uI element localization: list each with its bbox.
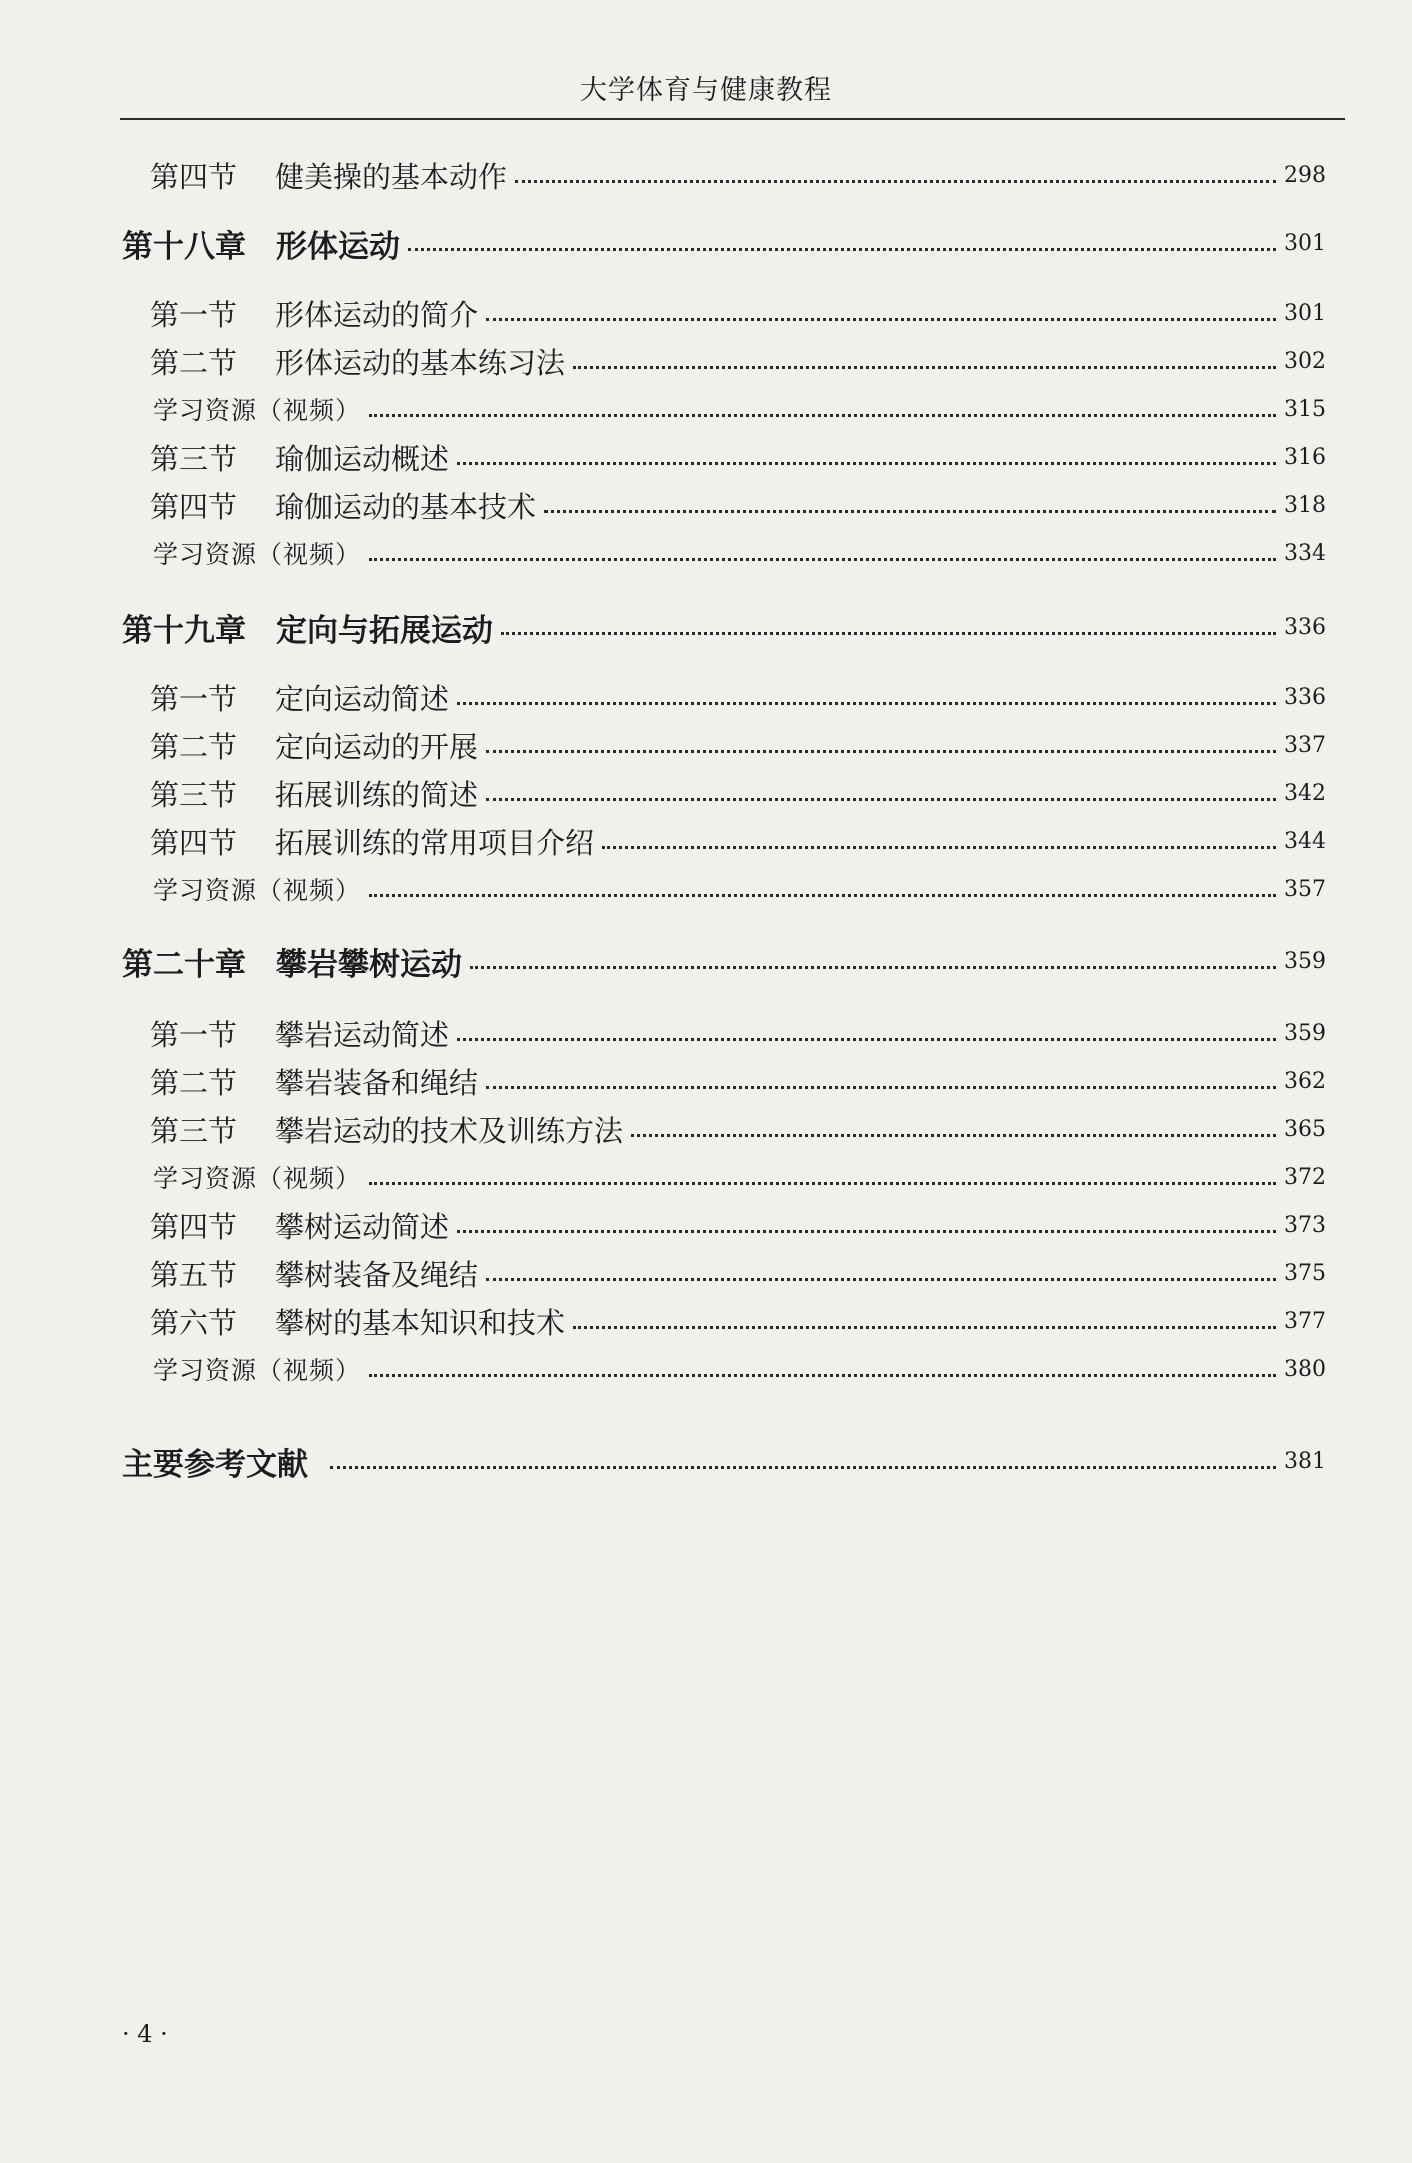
- page-number: 336: [1284, 614, 1326, 640]
- entry-label: 第一节 定向运动简述: [150, 681, 450, 716]
- page-number: 315: [1284, 396, 1326, 422]
- page-number: 298: [1284, 162, 1326, 188]
- page-number: 302: [1284, 348, 1326, 374]
- toc-entry-section[interactable]: [0, 1205, 1412, 1245]
- dot-leader: [408, 248, 1276, 251]
- page-number: 372: [1284, 1164, 1326, 1190]
- dot-leader: [369, 1374, 1276, 1377]
- entry-label: 主要参考文献: [122, 1446, 308, 1483]
- page-number: 377: [1284, 1308, 1326, 1334]
- dot-leader: [631, 1134, 1276, 1137]
- entry-label: 第二节 攀岩装备和绳结: [150, 1065, 479, 1100]
- entry-label: 第二节 形体运动的基本练习法: [150, 345, 566, 380]
- entry-label: 第四节 攀树运动简述: [150, 1209, 450, 1244]
- page-number: 342: [1284, 780, 1326, 806]
- toc-entry-section[interactable]: [0, 773, 1412, 813]
- entry-label: 第四节 瑜伽运动的基本技术: [150, 489, 537, 524]
- dot-leader: [573, 366, 1276, 369]
- dot-leader: [330, 1466, 1276, 1469]
- toc-entry-section[interactable]: [0, 1013, 1412, 1053]
- entry-label: 第二节 定向运动的开展: [150, 729, 479, 764]
- folio-page-number: · 4 ·: [122, 2020, 168, 2048]
- entry-label: 第五节 攀树装备及绳结: [150, 1257, 479, 1292]
- entry-label: 第六节 攀树的基本知识和技术: [150, 1305, 566, 1340]
- toc-entry-section[interactable]: [0, 1301, 1412, 1341]
- page-number: 359: [1284, 948, 1326, 974]
- page-number: 380: [1284, 1356, 1326, 1382]
- entry-label: 第四节 拓展训练的常用项目介绍: [150, 825, 595, 860]
- toc-entry-section[interactable]: [0, 677, 1412, 717]
- entry-label: 第十八章 形体运动: [122, 228, 400, 265]
- toc-entry-section[interactable]: [0, 437, 1412, 477]
- page-number: 337: [1284, 732, 1326, 758]
- toc-entry-section[interactable]: [0, 155, 1412, 195]
- dot-leader: [457, 1230, 1276, 1233]
- toc-entry-resource[interactable]: [0, 1349, 1412, 1389]
- page-number: 362: [1284, 1068, 1326, 1094]
- toc-entry-resource[interactable]: [0, 533, 1412, 573]
- header-rule: [120, 118, 1345, 120]
- page-number: 359: [1284, 1020, 1326, 1046]
- dot-leader: [602, 846, 1276, 849]
- toc-entry-chapter[interactable]: [0, 223, 1412, 263]
- dot-leader: [457, 1038, 1276, 1041]
- dot-leader: [486, 1086, 1276, 1089]
- toc-entry-section[interactable]: [0, 821, 1412, 861]
- entry-label: 第十九章 定向与拓展运动: [122, 612, 493, 649]
- dot-leader: [486, 798, 1276, 801]
- toc-entry-section[interactable]: [0, 725, 1412, 765]
- page-number: 301: [1284, 300, 1326, 326]
- toc-entry-section[interactable]: [0, 341, 1412, 381]
- dot-leader: [501, 632, 1276, 635]
- page-number: 318: [1284, 492, 1326, 518]
- page-number: 344: [1284, 828, 1326, 854]
- page-number: 357: [1284, 876, 1326, 902]
- entry-label: 第四节 健美操的基本动作: [150, 159, 508, 194]
- toc-entry-resource[interactable]: [0, 869, 1412, 909]
- entry-label: 第二十章 攀岩攀树运动: [122, 946, 462, 983]
- entry-label: 第一节 形体运动的简介: [150, 297, 479, 332]
- dot-leader: [369, 414, 1276, 417]
- toc-entry-section[interactable]: [0, 1253, 1412, 1293]
- dot-leader: [544, 510, 1276, 513]
- dot-leader: [486, 750, 1276, 753]
- entry-label: 学习资源（视频）: [153, 1356, 362, 1385]
- toc-entry-section[interactable]: [0, 293, 1412, 333]
- entry-label: 学习资源（视频）: [153, 540, 362, 569]
- entry-label: 学习资源（视频）: [153, 1164, 362, 1193]
- page-number: 365: [1284, 1116, 1326, 1142]
- dot-leader: [486, 1278, 1276, 1281]
- entry-label: 第一节 攀岩运动简述: [150, 1017, 450, 1052]
- toc-entry-chapter[interactable]: [0, 941, 1412, 981]
- dot-leader: [470, 966, 1276, 969]
- toc-entry-section[interactable]: [0, 1109, 1412, 1149]
- entry-label: 第三节 瑜伽运动概述: [150, 441, 450, 476]
- toc-entry-resource[interactable]: [0, 1157, 1412, 1197]
- entry-label: 第三节 拓展训练的简述: [150, 777, 479, 812]
- entry-label: 第三节 攀岩运动的技术及训练方法: [150, 1113, 624, 1148]
- dot-leader: [369, 558, 1276, 561]
- dot-leader: [486, 318, 1276, 321]
- entry-label: 学习资源（视频）: [153, 396, 362, 425]
- toc-entry-chapter[interactable]: [0, 607, 1412, 647]
- dot-leader: [369, 894, 1276, 897]
- toc-entry-section[interactable]: [0, 485, 1412, 525]
- page-number: 375: [1284, 1260, 1326, 1286]
- page-number: 381: [1284, 1448, 1326, 1474]
- dot-leader: [515, 180, 1276, 183]
- dot-leader: [573, 1326, 1276, 1329]
- page-number: 334: [1284, 540, 1326, 566]
- entry-label: 学习资源（视频）: [153, 876, 362, 905]
- page-number: 316: [1284, 444, 1326, 470]
- page-number: 301: [1284, 230, 1326, 256]
- dot-leader: [457, 702, 1276, 705]
- dot-leader: [369, 1182, 1276, 1185]
- toc-entry-section[interactable]: [0, 1061, 1412, 1101]
- toc-entry-resource[interactable]: [0, 389, 1412, 429]
- running-head-title: 大学体育与健康教程: [580, 75, 832, 106]
- dot-leader: [457, 462, 1276, 465]
- toc-entry-references[interactable]: [0, 1441, 1412, 1481]
- page-number: 336: [1284, 684, 1326, 710]
- page-number: 373: [1284, 1212, 1326, 1238]
